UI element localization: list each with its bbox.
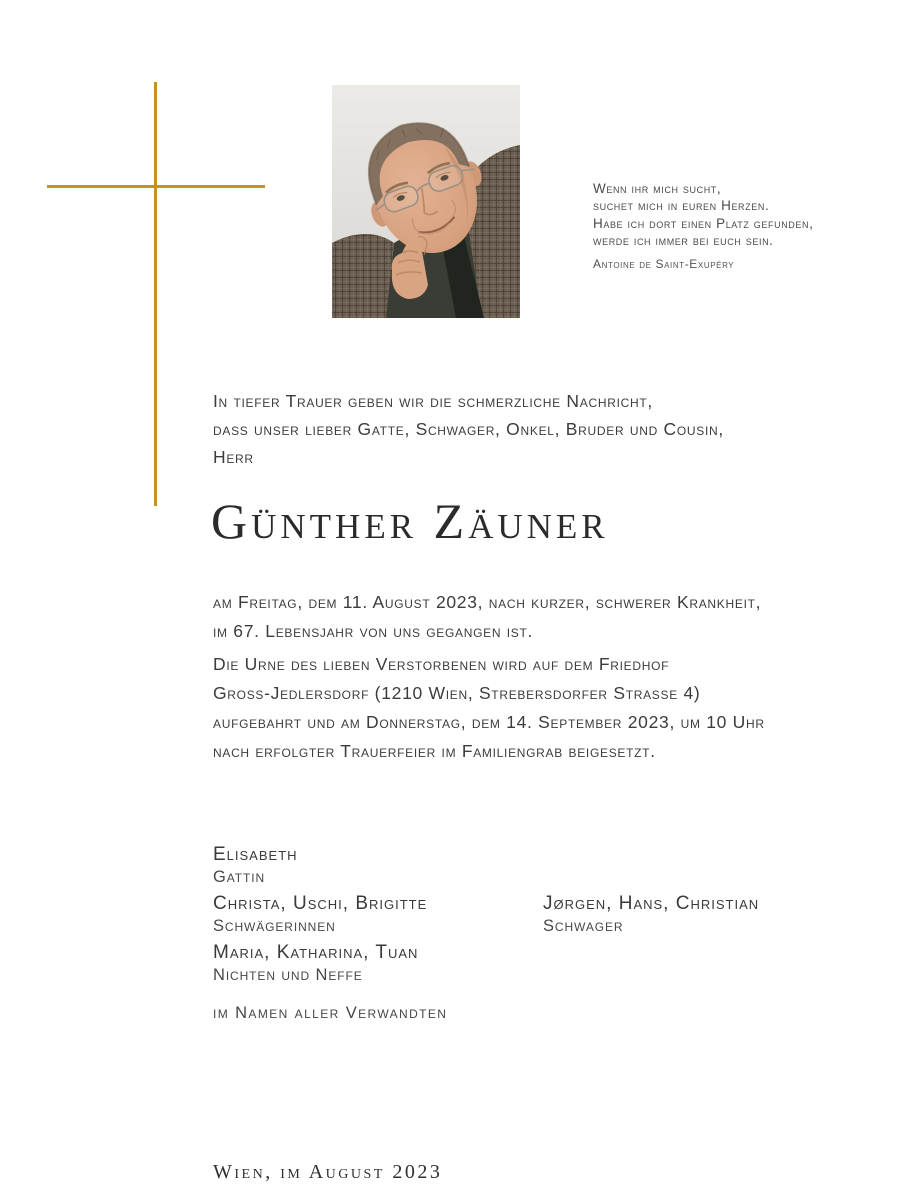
cross-horizontal-bar <box>47 185 265 188</box>
quote-attribution: Antoine de Saint-Exupéry <box>593 256 735 271</box>
intro-line: Herr <box>213 447 254 467</box>
mourner-relation: Gattin <box>213 868 266 886</box>
mourner-relation: Nichten und Neffe <box>213 966 363 984</box>
portrait-photo-illustration <box>332 85 520 318</box>
death-paragraph <box>213 588 761 646</box>
mourners-closing: im Namen aller Verwandten <box>213 1004 448 1022</box>
intro-line: dass unser lieber Gatte, Schwager, Onkel, Bruder und Cousin, <box>213 419 724 439</box>
death-line: am Freitag, dem 11. August 2023, nach kurzer, schwerer Krankheit, <box>213 592 762 612</box>
deceased-name: Günther Zäuner <box>211 493 609 549</box>
cross-vertical-bar <box>154 82 157 506</box>
mourner-row <box>213 941 418 987</box>
intro-line: In tiefer Trauer geben wir die schmerzliche Nachricht, <box>213 391 653 411</box>
quote-line: suchet mich in euren Herzen. <box>593 198 770 214</box>
portrait-photo <box>332 85 520 318</box>
quote-line: Wenn ihr mich sucht, <box>593 181 722 196</box>
mourner-names: Jørgen, Hans, Christian <box>543 893 760 914</box>
burial-line: Die Urne des lieben Verstorbenen wird auf dem Friedhof <box>213 654 670 674</box>
quote-line: Habe ich dort einen Platz gefunden, <box>593 215 814 231</box>
mourner-names: Elisabeth <box>213 844 298 865</box>
mourner-names: Maria, Katharina, Tuan <box>213 942 419 963</box>
quote-line: werde ich immer bei euch sein. <box>593 233 774 249</box>
burial-line: nach erfolgter Trauerfeier im Familiengrab beigesetzt. <box>213 741 656 761</box>
mourner-row <box>213 892 427 938</box>
burial-line: Gross-Jedlersdorf (1210 Wien, Strebersdorfer Strasse 4) <box>213 683 701 703</box>
mourner-row <box>213 843 298 889</box>
quote-block <box>593 180 813 273</box>
mourner-relation: Schwägerinnen <box>213 917 336 935</box>
place-date: Wien, im August 2023 <box>213 1161 443 1183</box>
death-line: im 67. Lebensjahr von uns gegangen ist. <box>213 621 534 641</box>
mourner-relation: Schwager <box>543 917 624 935</box>
mourner-names: Christa, Uschi, Brigitte <box>213 893 428 914</box>
burial-paragraph <box>213 650 765 766</box>
burial-line: aufgebahrt und am Donnerstag, dem 14. September 2023, um 10 Uhr <box>213 712 765 732</box>
intro-paragraph <box>213 387 724 471</box>
mourner-row <box>543 892 759 938</box>
